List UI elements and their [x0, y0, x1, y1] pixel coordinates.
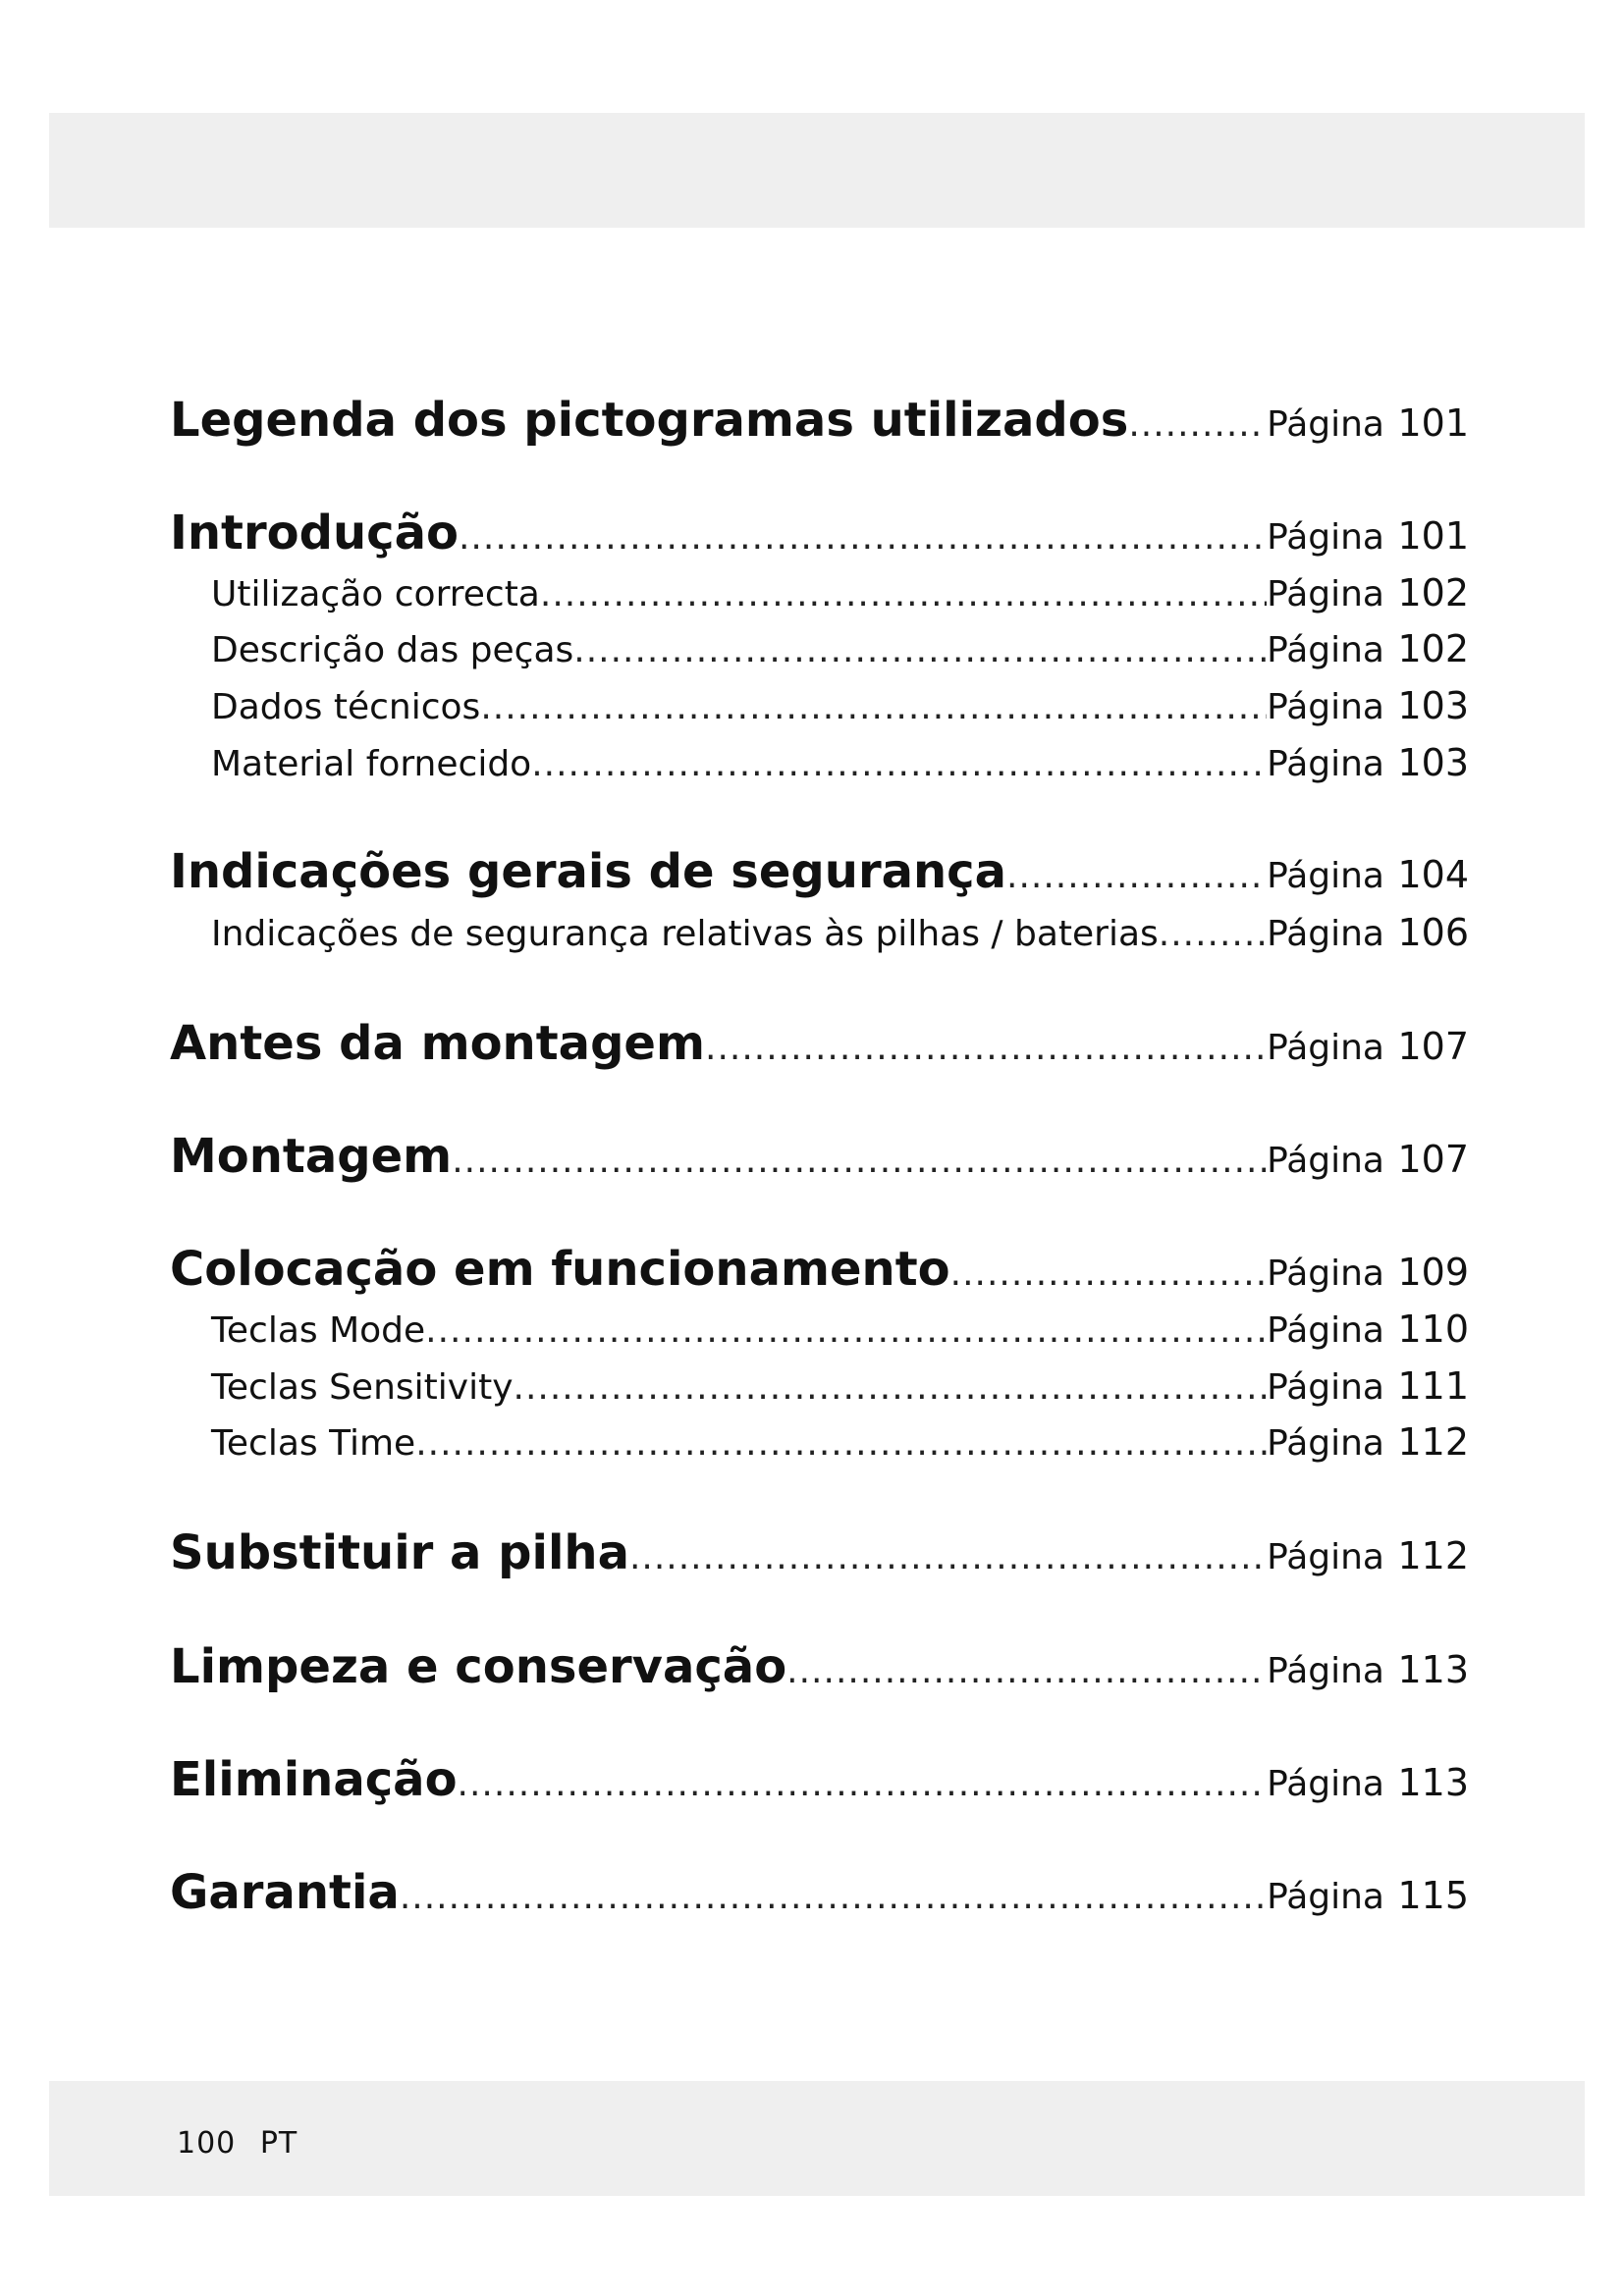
- toc-entry: [170, 1420, 1469, 1464]
- page-number: 109: [1397, 1251, 1469, 1294]
- page-label: Página: [1267, 1028, 1384, 1068]
- toc-entry: [170, 911, 1469, 954]
- dot-leader: [705, 1028, 1267, 1068]
- dot-leader: [452, 1141, 1267, 1181]
- page-number: 113: [1397, 1761, 1469, 1804]
- dot-leader: [786, 1651, 1267, 1691]
- footer-language: PT: [259, 2126, 298, 2161]
- toc-entry-title: Substituir a pilha: [170, 1525, 629, 1580]
- page-label: Página: [1267, 630, 1384, 670]
- toc-entry: [170, 1308, 1469, 1351]
- dot-leader: [480, 687, 1267, 727]
- page-label: Página: [1267, 404, 1384, 445]
- page-label: Página: [1267, 1367, 1384, 1408]
- page-label: Página: [1267, 1423, 1384, 1464]
- dot-leader: [425, 1310, 1267, 1351]
- page-number: 101: [1397, 514, 1469, 558]
- page-label: Página: [1267, 1651, 1384, 1691]
- toc-entry-title: Legenda dos pictogramas utilizados: [170, 393, 1129, 448]
- toc-entry-title: Eliminação: [170, 1752, 458, 1807]
- page-label: Página: [1267, 687, 1384, 727]
- page-number: 103: [1397, 741, 1469, 784]
- dot-leader: [531, 744, 1267, 784]
- page-number: 112: [1397, 1420, 1469, 1464]
- page-number: 113: [1397, 1648, 1469, 1691]
- page-label: Página: [1267, 1764, 1384, 1804]
- dot-leader: [540, 574, 1267, 614]
- toc-entry: [170, 1242, 1469, 1297]
- toc-entry-title: Descrição das peças: [211, 630, 574, 670]
- page-label: Página: [1267, 1141, 1384, 1181]
- toc-entry: [170, 1016, 1469, 1071]
- toc-entry-title: Teclas Mode: [211, 1310, 426, 1351]
- page-number: 102: [1397, 627, 1469, 670]
- toc-entry: [170, 1639, 1469, 1694]
- toc-entry-title: Material fornecido: [211, 744, 532, 784]
- page-number: 101: [1397, 401, 1469, 445]
- page-number: 111: [1397, 1364, 1469, 1408]
- toc-entry: [170, 741, 1469, 784]
- toc-entry-title: Indicações de segurança relativas às pilhas / baterias: [211, 914, 1159, 954]
- toc-entry-title: Dados técnicos: [211, 687, 481, 727]
- page-label: Página: [1267, 1254, 1384, 1294]
- page-number: 107: [1397, 1025, 1469, 1068]
- page-number: 110: [1397, 1308, 1469, 1351]
- toc-entry: [170, 506, 1469, 561]
- page-number: 107: [1397, 1138, 1469, 1181]
- page-number: 106: [1397, 911, 1469, 954]
- dot-leader: [1159, 914, 1267, 954]
- page-label: Página: [1267, 574, 1384, 614]
- toc-entry: [170, 1865, 1469, 1920]
- toc-entry-title: Teclas Time: [211, 1423, 416, 1464]
- dot-leader: [573, 630, 1267, 670]
- page-label: Página: [1267, 856, 1384, 896]
- toc-entry: [170, 1364, 1469, 1408]
- toc-entry: [170, 627, 1469, 670]
- toc-entry-title: Antes da montagem: [170, 1016, 705, 1071]
- dot-leader: [950, 1254, 1267, 1294]
- toc-entry: [170, 1129, 1469, 1184]
- dot-leader: [1006, 856, 1267, 896]
- toc-entry-title: Colocação em funcionamento: [170, 1242, 950, 1297]
- page-number: 115: [1397, 1874, 1469, 1917]
- toc-entry-title: Garantia: [170, 1865, 400, 1920]
- dot-leader: [400, 1877, 1267, 1917]
- toc-entry: [170, 393, 1469, 448]
- footer-page-number: 100: [177, 2126, 237, 2161]
- dot-leader: [459, 517, 1267, 558]
- page-number: 102: [1397, 571, 1469, 614]
- dot-leader: [415, 1423, 1267, 1464]
- toc-entry: [170, 684, 1469, 727]
- toc-entry-title: Montagem: [170, 1129, 453, 1184]
- dot-leader: [514, 1367, 1268, 1408]
- page-label: Página: [1267, 1877, 1384, 1917]
- page-number: 112: [1397, 1534, 1469, 1577]
- dot-leader: [458, 1764, 1268, 1804]
- page-label: Página: [1267, 914, 1384, 954]
- page-label: Página: [1267, 1537, 1384, 1577]
- dot-leader: [629, 1537, 1267, 1577]
- toc-entry-title: Introdução: [170, 506, 459, 561]
- toc-entry-title: Indicações gerais de segurança: [170, 844, 1007, 899]
- toc-entry: [170, 1525, 1469, 1580]
- toc-entry: [170, 1752, 1469, 1807]
- toc-entry: [170, 844, 1469, 899]
- page-label: Página: [1267, 744, 1384, 784]
- header-band: [49, 113, 1585, 228]
- page-number: 104: [1397, 853, 1469, 896]
- page-label: Página: [1267, 1310, 1384, 1351]
- toc-entry-title: Teclas Sensitivity: [211, 1367, 514, 1408]
- dot-leader: [1128, 404, 1267, 445]
- toc-entry-title: Utilização correcta: [211, 574, 540, 614]
- toc-entry-title: Limpeza e conservação: [170, 1639, 787, 1694]
- toc-entry: [170, 571, 1469, 614]
- page-label: Página: [1267, 517, 1384, 558]
- page-number: 103: [1397, 684, 1469, 727]
- page-footer: [177, 2126, 298, 2161]
